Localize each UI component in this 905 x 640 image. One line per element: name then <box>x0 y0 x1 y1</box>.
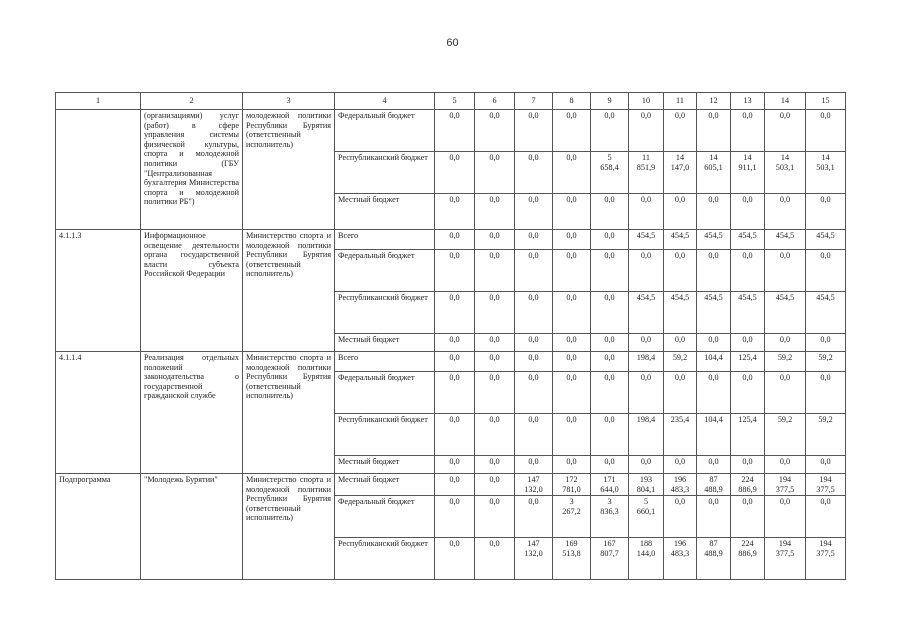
value-cell: 454,5 <box>629 230 664 250</box>
value-cell: 0,0 <box>515 110 553 152</box>
value-cell: 0,0 <box>697 456 731 474</box>
funding-source: Республиканский бюджет <box>335 538 435 580</box>
value-cell: 0,0 <box>475 538 515 580</box>
value-cell: 0,0 <box>697 372 731 414</box>
value-cell: 0,0 <box>806 194 846 230</box>
value-cell: 0,0 <box>475 352 515 372</box>
value-cell: 0,0 <box>731 334 765 352</box>
funding-source: Местный бюджет <box>335 334 435 352</box>
value-cell: 0,0 <box>806 250 846 292</box>
value-cell: 454,5 <box>765 230 806 250</box>
value-cell: 188 144,0 <box>629 538 664 580</box>
value-cell: 0,0 <box>553 414 591 456</box>
value-cell: 0,0 <box>435 250 475 292</box>
value-cell: 0,0 <box>515 372 553 414</box>
value-cell: 0,0 <box>515 194 553 230</box>
funding-source: Местный бюджет <box>335 456 435 474</box>
value-cell: 454,5 <box>765 292 806 334</box>
value-cell: 0,0 <box>731 456 765 474</box>
value-cell: 0,0 <box>553 110 591 152</box>
value-cell: 14 911,1 <box>731 152 765 194</box>
value-cell: 196 483,3 <box>664 474 697 496</box>
value-cell: 0,0 <box>629 194 664 230</box>
value-cell: 0,0 <box>553 152 591 194</box>
column-header: 5 <box>435 93 475 110</box>
row-code: 4.1.1.4 <box>56 352 141 474</box>
value-cell: 0,0 <box>664 194 697 230</box>
value-cell: 147 132,0 <box>515 474 553 496</box>
value-cell: 3 836,3 <box>591 496 629 538</box>
value-cell: 0,0 <box>765 194 806 230</box>
funding-source: Федеральный бюджет <box>335 496 435 538</box>
value-cell: 224 886,9 <box>731 474 765 496</box>
value-cell: 5 660,1 <box>629 496 664 538</box>
column-header: 10 <box>629 93 664 110</box>
value-cell: 0,0 <box>591 292 629 334</box>
table-row <box>56 230 846 250</box>
value-cell: 0,0 <box>591 110 629 152</box>
value-cell: 0,0 <box>515 496 553 538</box>
column-header: 11 <box>664 93 697 110</box>
funding-source: Федеральный бюджет <box>335 372 435 414</box>
value-cell: 0,0 <box>664 250 697 292</box>
page-number: 60 <box>446 37 459 49</box>
value-cell: 454,5 <box>806 292 846 334</box>
value-cell: 14 147,0 <box>664 152 697 194</box>
value-cell: 0,0 <box>629 456 664 474</box>
column-header: 12 <box>697 93 731 110</box>
table-body <box>56 93 846 580</box>
table-row <box>56 110 846 152</box>
value-cell: 0,0 <box>475 334 515 352</box>
value-cell: 125,4 <box>731 414 765 456</box>
column-header: 2 <box>141 93 243 110</box>
value-cell: 11 851,9 <box>629 152 664 194</box>
value-cell: 0,0 <box>664 456 697 474</box>
value-cell: 196 483,3 <box>664 538 697 580</box>
value-cell: 59,2 <box>765 414 806 456</box>
value-cell: 0,0 <box>806 110 846 152</box>
column-header: 1 <box>56 93 141 110</box>
value-cell: 0,0 <box>765 456 806 474</box>
value-cell: 0,0 <box>435 538 475 580</box>
table-row <box>56 474 846 496</box>
value-cell: 0,0 <box>475 230 515 250</box>
budget-table <box>55 92 846 580</box>
row-executor: Министерство спорта и молодежной политики Республики Бурятия (ответственный исполнитель) <box>243 352 335 474</box>
value-cell: 0,0 <box>806 334 846 352</box>
value-cell: 172 781,0 <box>553 474 591 496</box>
value-cell: 0,0 <box>697 334 731 352</box>
value-cell: 0,0 <box>475 496 515 538</box>
value-cell: 194 377,5 <box>806 538 846 580</box>
row-executor: молодежной политики Республики Бурятия (ответственный исполнитель) <box>243 110 335 230</box>
value-cell: 193 804,1 <box>629 474 664 496</box>
value-cell: 0,0 <box>553 334 591 352</box>
value-cell: 0,0 <box>731 110 765 152</box>
value-cell: 0,0 <box>697 496 731 538</box>
value-cell: 0,0 <box>591 250 629 292</box>
funding-source: Республиканский бюджет <box>335 414 435 456</box>
value-cell: 454,5 <box>731 292 765 334</box>
value-cell: 0,0 <box>515 230 553 250</box>
value-cell: 0,0 <box>435 456 475 474</box>
value-cell: 0,0 <box>765 334 806 352</box>
table-row <box>56 352 846 372</box>
value-cell: 0,0 <box>697 250 731 292</box>
value-cell: 167 807,7 <box>591 538 629 580</box>
value-cell: 0,0 <box>664 372 697 414</box>
value-cell: 0,0 <box>515 152 553 194</box>
value-cell: 59,2 <box>664 352 697 372</box>
value-cell: 0,0 <box>731 250 765 292</box>
value-cell: 454,5 <box>664 230 697 250</box>
value-cell: 0,0 <box>435 194 475 230</box>
value-cell: 87 488,9 <box>697 474 731 496</box>
column-header: 6 <box>475 93 515 110</box>
value-cell: 454,5 <box>731 230 765 250</box>
value-cell: 0,0 <box>475 250 515 292</box>
funding-source: Республиканский бюджет <box>335 292 435 334</box>
column-header: 14 <box>765 93 806 110</box>
value-cell: 0,0 <box>591 334 629 352</box>
value-cell: 454,5 <box>664 292 697 334</box>
value-cell: 0,0 <box>435 230 475 250</box>
value-cell: 0,0 <box>591 372 629 414</box>
value-cell: 0,0 <box>806 456 846 474</box>
value-cell: 104,4 <box>697 414 731 456</box>
value-cell: 454,5 <box>697 230 731 250</box>
value-cell: 0,0 <box>553 372 591 414</box>
value-cell: 0,0 <box>806 372 846 414</box>
row-executor: Министерство спорта и молодежной политики Республики Бурятия (ответственный исполнитель) <box>243 474 335 580</box>
value-cell: 14 503,1 <box>806 152 846 194</box>
value-cell: 0,0 <box>475 110 515 152</box>
value-cell: 0,0 <box>475 414 515 456</box>
value-cell: 0,0 <box>475 292 515 334</box>
value-cell: 0,0 <box>435 334 475 352</box>
value-cell: 0,0 <box>806 496 846 538</box>
row-code: Подпрограмма <box>56 474 141 580</box>
funding-source: Республиканский бюджет <box>335 152 435 194</box>
value-cell: 0,0 <box>475 456 515 474</box>
value-cell: 0,0 <box>515 414 553 456</box>
value-cell: 0,0 <box>435 474 475 496</box>
value-cell: 147 132,0 <box>515 538 553 580</box>
value-cell: 0,0 <box>765 110 806 152</box>
value-cell: 0,0 <box>553 194 591 230</box>
funding-source: Местный бюджет <box>335 474 435 496</box>
value-cell: 59,2 <box>806 352 846 372</box>
value-cell: 198,4 <box>629 414 664 456</box>
value-cell: 169 513,8 <box>553 538 591 580</box>
value-cell: 0,0 <box>731 372 765 414</box>
value-cell: 0,0 <box>435 352 475 372</box>
funding-source: Всего <box>335 230 435 250</box>
value-cell: 0,0 <box>731 194 765 230</box>
value-cell: 104,4 <box>697 352 731 372</box>
value-cell: 0,0 <box>591 194 629 230</box>
value-cell: 0,0 <box>475 152 515 194</box>
value-cell: 0,0 <box>515 334 553 352</box>
value-cell: 198,4 <box>629 352 664 372</box>
column-header: 7 <box>515 93 553 110</box>
row-name: "Молодежь Бурятии" <box>141 474 243 580</box>
value-cell: 0,0 <box>553 456 591 474</box>
row-name: (организациями) услуг (работ) в сфере управления системы физической культуры, спорта и молодежной политики (ГБУ "Централизованная бухгалтерия Министерства спорта и молодежной политики РБ") <box>141 110 243 230</box>
value-cell: 0,0 <box>629 372 664 414</box>
value-cell: 0,0 <box>475 372 515 414</box>
value-cell: 0,0 <box>591 414 629 456</box>
value-cell: 194 377,5 <box>806 474 846 496</box>
funding-source: Федеральный бюджет <box>335 110 435 152</box>
value-cell: 0,0 <box>765 496 806 538</box>
column-header: 15 <box>806 93 846 110</box>
funding-source: Всего <box>335 352 435 372</box>
value-cell: 0,0 <box>515 250 553 292</box>
value-cell: 0,0 <box>435 292 475 334</box>
value-cell: 14 503,1 <box>765 152 806 194</box>
value-cell: 0,0 <box>629 334 664 352</box>
value-cell: 235,4 <box>664 414 697 456</box>
value-cell: 0,0 <box>553 352 591 372</box>
column-header: 4 <box>335 93 435 110</box>
value-cell: 0,0 <box>553 292 591 334</box>
value-cell: 0,0 <box>664 496 697 538</box>
value-cell: 59,2 <box>765 352 806 372</box>
value-cell: 0,0 <box>591 456 629 474</box>
column-header: 9 <box>591 93 629 110</box>
value-cell: 0,0 <box>697 194 731 230</box>
value-cell: 0,0 <box>515 456 553 474</box>
row-code: 4.1.1.3 <box>56 230 141 352</box>
value-cell: 0,0 <box>591 352 629 372</box>
value-cell: 0,0 <box>515 352 553 372</box>
value-cell: 171 644,0 <box>591 474 629 496</box>
value-cell: 0,0 <box>664 110 697 152</box>
value-cell: 0,0 <box>553 230 591 250</box>
value-cell: 0,0 <box>515 292 553 334</box>
column-header: 8 <box>553 93 591 110</box>
value-cell: 0,0 <box>475 194 515 230</box>
row-name: Информационное освещение деятельности органа государственной власти субъекта Российской Федерации <box>141 230 243 352</box>
value-cell: 0,0 <box>435 414 475 456</box>
value-cell: 194 377,5 <box>765 538 806 580</box>
value-cell: 0,0 <box>731 496 765 538</box>
value-cell: 0,0 <box>475 474 515 496</box>
value-cell: 0,0 <box>664 334 697 352</box>
value-cell: 454,5 <box>697 292 731 334</box>
value-cell: 0,0 <box>591 230 629 250</box>
value-cell: 0,0 <box>765 372 806 414</box>
value-cell: 0,0 <box>553 250 591 292</box>
value-cell: 0,0 <box>435 496 475 538</box>
value-cell: 3 267,2 <box>553 496 591 538</box>
funding-source: Федеральный бюджет <box>335 250 435 292</box>
value-cell: 194 377,5 <box>765 474 806 496</box>
value-cell: 5 658,4 <box>591 152 629 194</box>
value-cell: 0,0 <box>435 152 475 194</box>
column-header: 3 <box>243 93 335 110</box>
value-cell: 0,0 <box>629 110 664 152</box>
value-cell: 0,0 <box>765 250 806 292</box>
value-cell: 87 488,9 <box>697 538 731 580</box>
value-cell: 454,5 <box>629 292 664 334</box>
value-cell: 59,2 <box>806 414 846 456</box>
value-cell: 0,0 <box>435 372 475 414</box>
value-cell: 224 886,9 <box>731 538 765 580</box>
value-cell: 0,0 <box>697 110 731 152</box>
row-name: Реализация отдельных положений законодательства о государственной гражданской службе <box>141 352 243 474</box>
value-cell: 454,5 <box>806 230 846 250</box>
row-code <box>56 110 141 230</box>
value-cell: 0,0 <box>435 110 475 152</box>
funding-source: Местный бюджет <box>335 194 435 230</box>
value-cell: 0,0 <box>629 250 664 292</box>
value-cell: 14 605,1 <box>697 152 731 194</box>
value-cell: 125,4 <box>731 352 765 372</box>
column-header: 13 <box>731 93 765 110</box>
header-row <box>56 93 846 110</box>
row-executor: Министерство спорта и молодежной политики Республики Бурятия (ответственный исполнитель) <box>243 230 335 352</box>
